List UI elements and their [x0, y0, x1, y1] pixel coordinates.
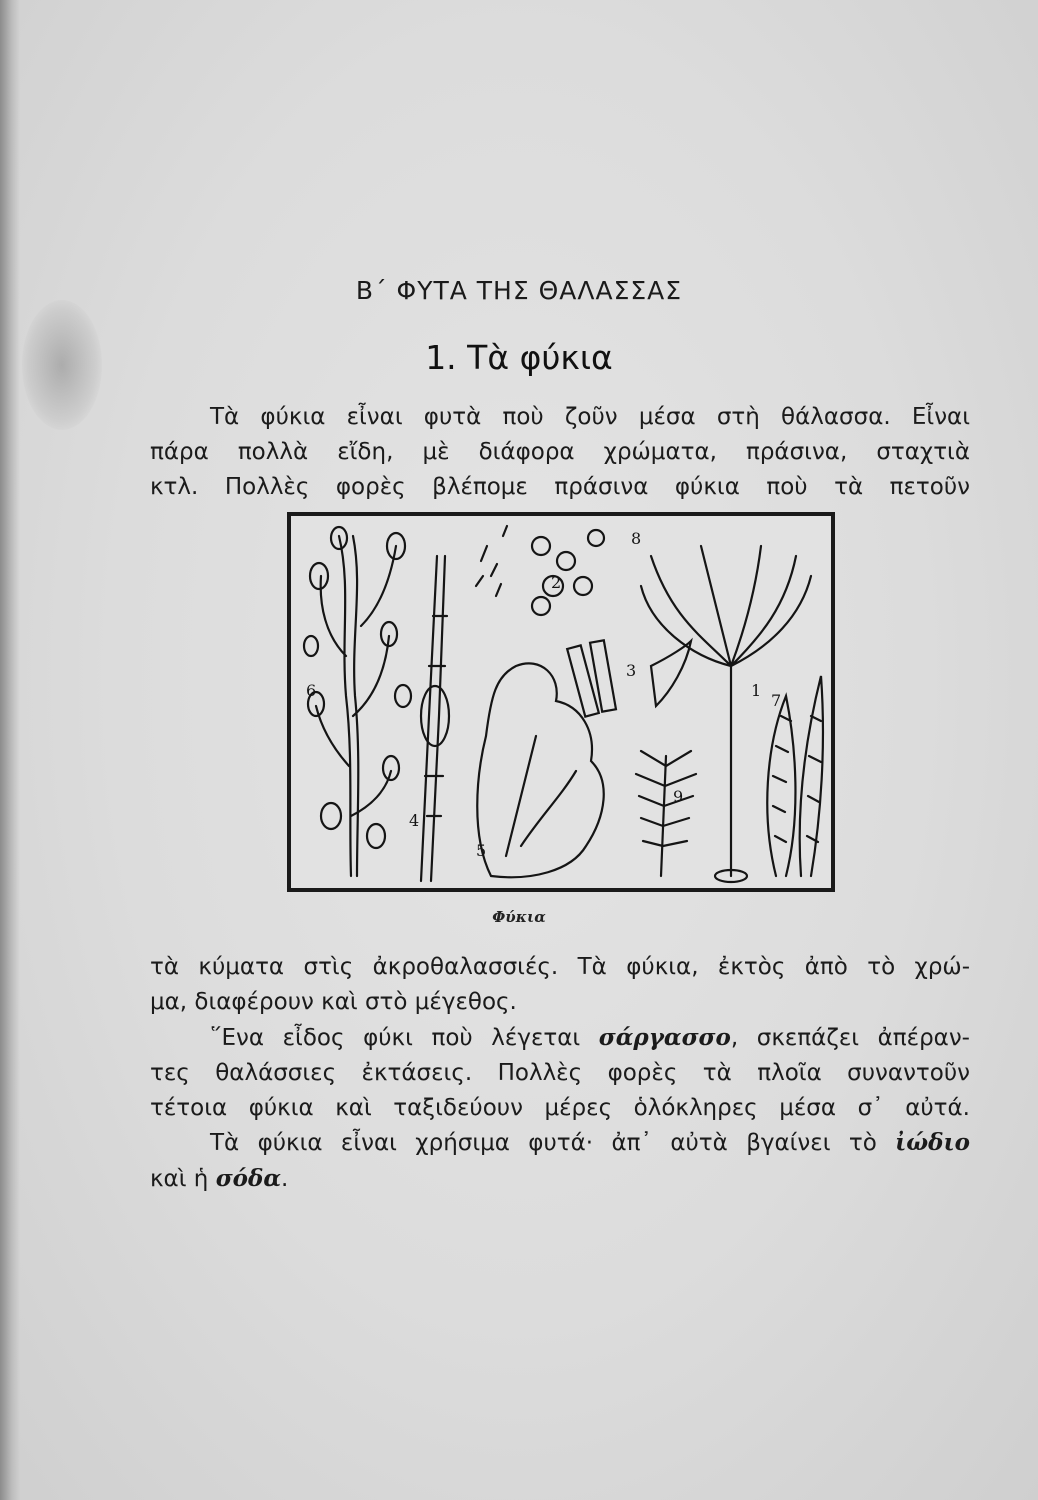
- paragraph-1: [150, 400, 970, 505]
- text-span: .: [281, 1166, 289, 1192]
- text-line: τέτοια φύκια καὶ ταξιδεύουν μέρες ὁλόκληρες μέσα σ᾿ αὐτά.: [150, 1095, 970, 1121]
- figure-number-6: 6: [306, 681, 317, 700]
- paragraph-2: [150, 1020, 970, 1126]
- figure-caption: Φύκια: [492, 908, 546, 926]
- text-span: καὶ ἡ: [150, 1166, 216, 1192]
- seaweed-4-drawing: [421, 556, 449, 881]
- text-line: τὰ κύματα στὶς ἀκροθαλασσιές. Τὰ φύκια, ἐκτὸς ἀπὸ τὸ χρώ-: [150, 954, 970, 980]
- term-iodine: ἰώδιο: [895, 1129, 970, 1156]
- spores-drawing: [476, 526, 604, 615]
- text-line: [150, 1020, 970, 1056]
- seaweed-5-drawing: [477, 663, 603, 877]
- seaweed-6-drawing: [304, 527, 411, 876]
- seaweed-illustration: [287, 512, 835, 892]
- paragraph-3: [150, 1125, 970, 1197]
- text-line: Τὰ φύκια εἶναι φυτὰ ποὺ ζοῦν μέσα στὴ θάλασσα. Εἶναι: [210, 404, 970, 430]
- figure-number-8: 8: [631, 529, 642, 548]
- term-sargasso: σάργασσο: [598, 1024, 731, 1051]
- figure-number-1: 1: [751, 681, 762, 700]
- text-span: ῞Ενα εἶδος φύκι ποὺ λέγεται: [210, 1025, 599, 1051]
- figure-number-2: 2: [551, 573, 562, 592]
- figure-number-5: 5: [476, 841, 487, 860]
- text-line: κτλ. Πολλὲς φορὲς βλέπομε πράσινα φύκια ποὺ τὰ πετοῦν: [150, 474, 970, 500]
- seaweed-8-drawing: [641, 546, 811, 882]
- figure-number-3: 3: [626, 661, 637, 680]
- seaweed-drawing: [291, 516, 831, 888]
- seaweed-9-drawing: [636, 751, 696, 876]
- text-span: Τὰ φύκια εἶναι χρήσιμα φυτά· ἀπ᾿ αὐτὰ βγαίνει τὸ: [210, 1130, 896, 1156]
- figure-number-7: 7: [771, 691, 782, 710]
- text-line: τες θαλάσσιες ἐκτάσεις. Πολλὲς φορὲς τὰ πλοῖα συναντοῦν: [150, 1060, 970, 1086]
- page-spine-shadow: [0, 0, 20, 1500]
- text-line: [150, 1125, 970, 1161]
- chapter-title: 1. Τὰ φύκια: [425, 338, 613, 377]
- text-line: πάρα πολλὰ εἴδη, μὲ διάφορα χρώματα, πράσινα, σταχτιὰ: [150, 439, 970, 465]
- text-span: , σκεπάζει ἀπέραν-: [730, 1025, 970, 1051]
- figure-number-4: 4: [409, 811, 420, 830]
- paragraph-1-continued: [150, 950, 970, 1020]
- section-heading: Β΄ ΦΥΤΑ ΤΗΣ ΘΑΛΑΣΣΑΣ: [355, 276, 683, 305]
- text-line: [150, 1161, 970, 1197]
- term-soda: σόδα: [215, 1165, 282, 1192]
- figure-number-9: 9: [673, 787, 684, 806]
- text-line: μα, διαφέρουν καὶ στὸ μέγεθος.: [150, 989, 517, 1015]
